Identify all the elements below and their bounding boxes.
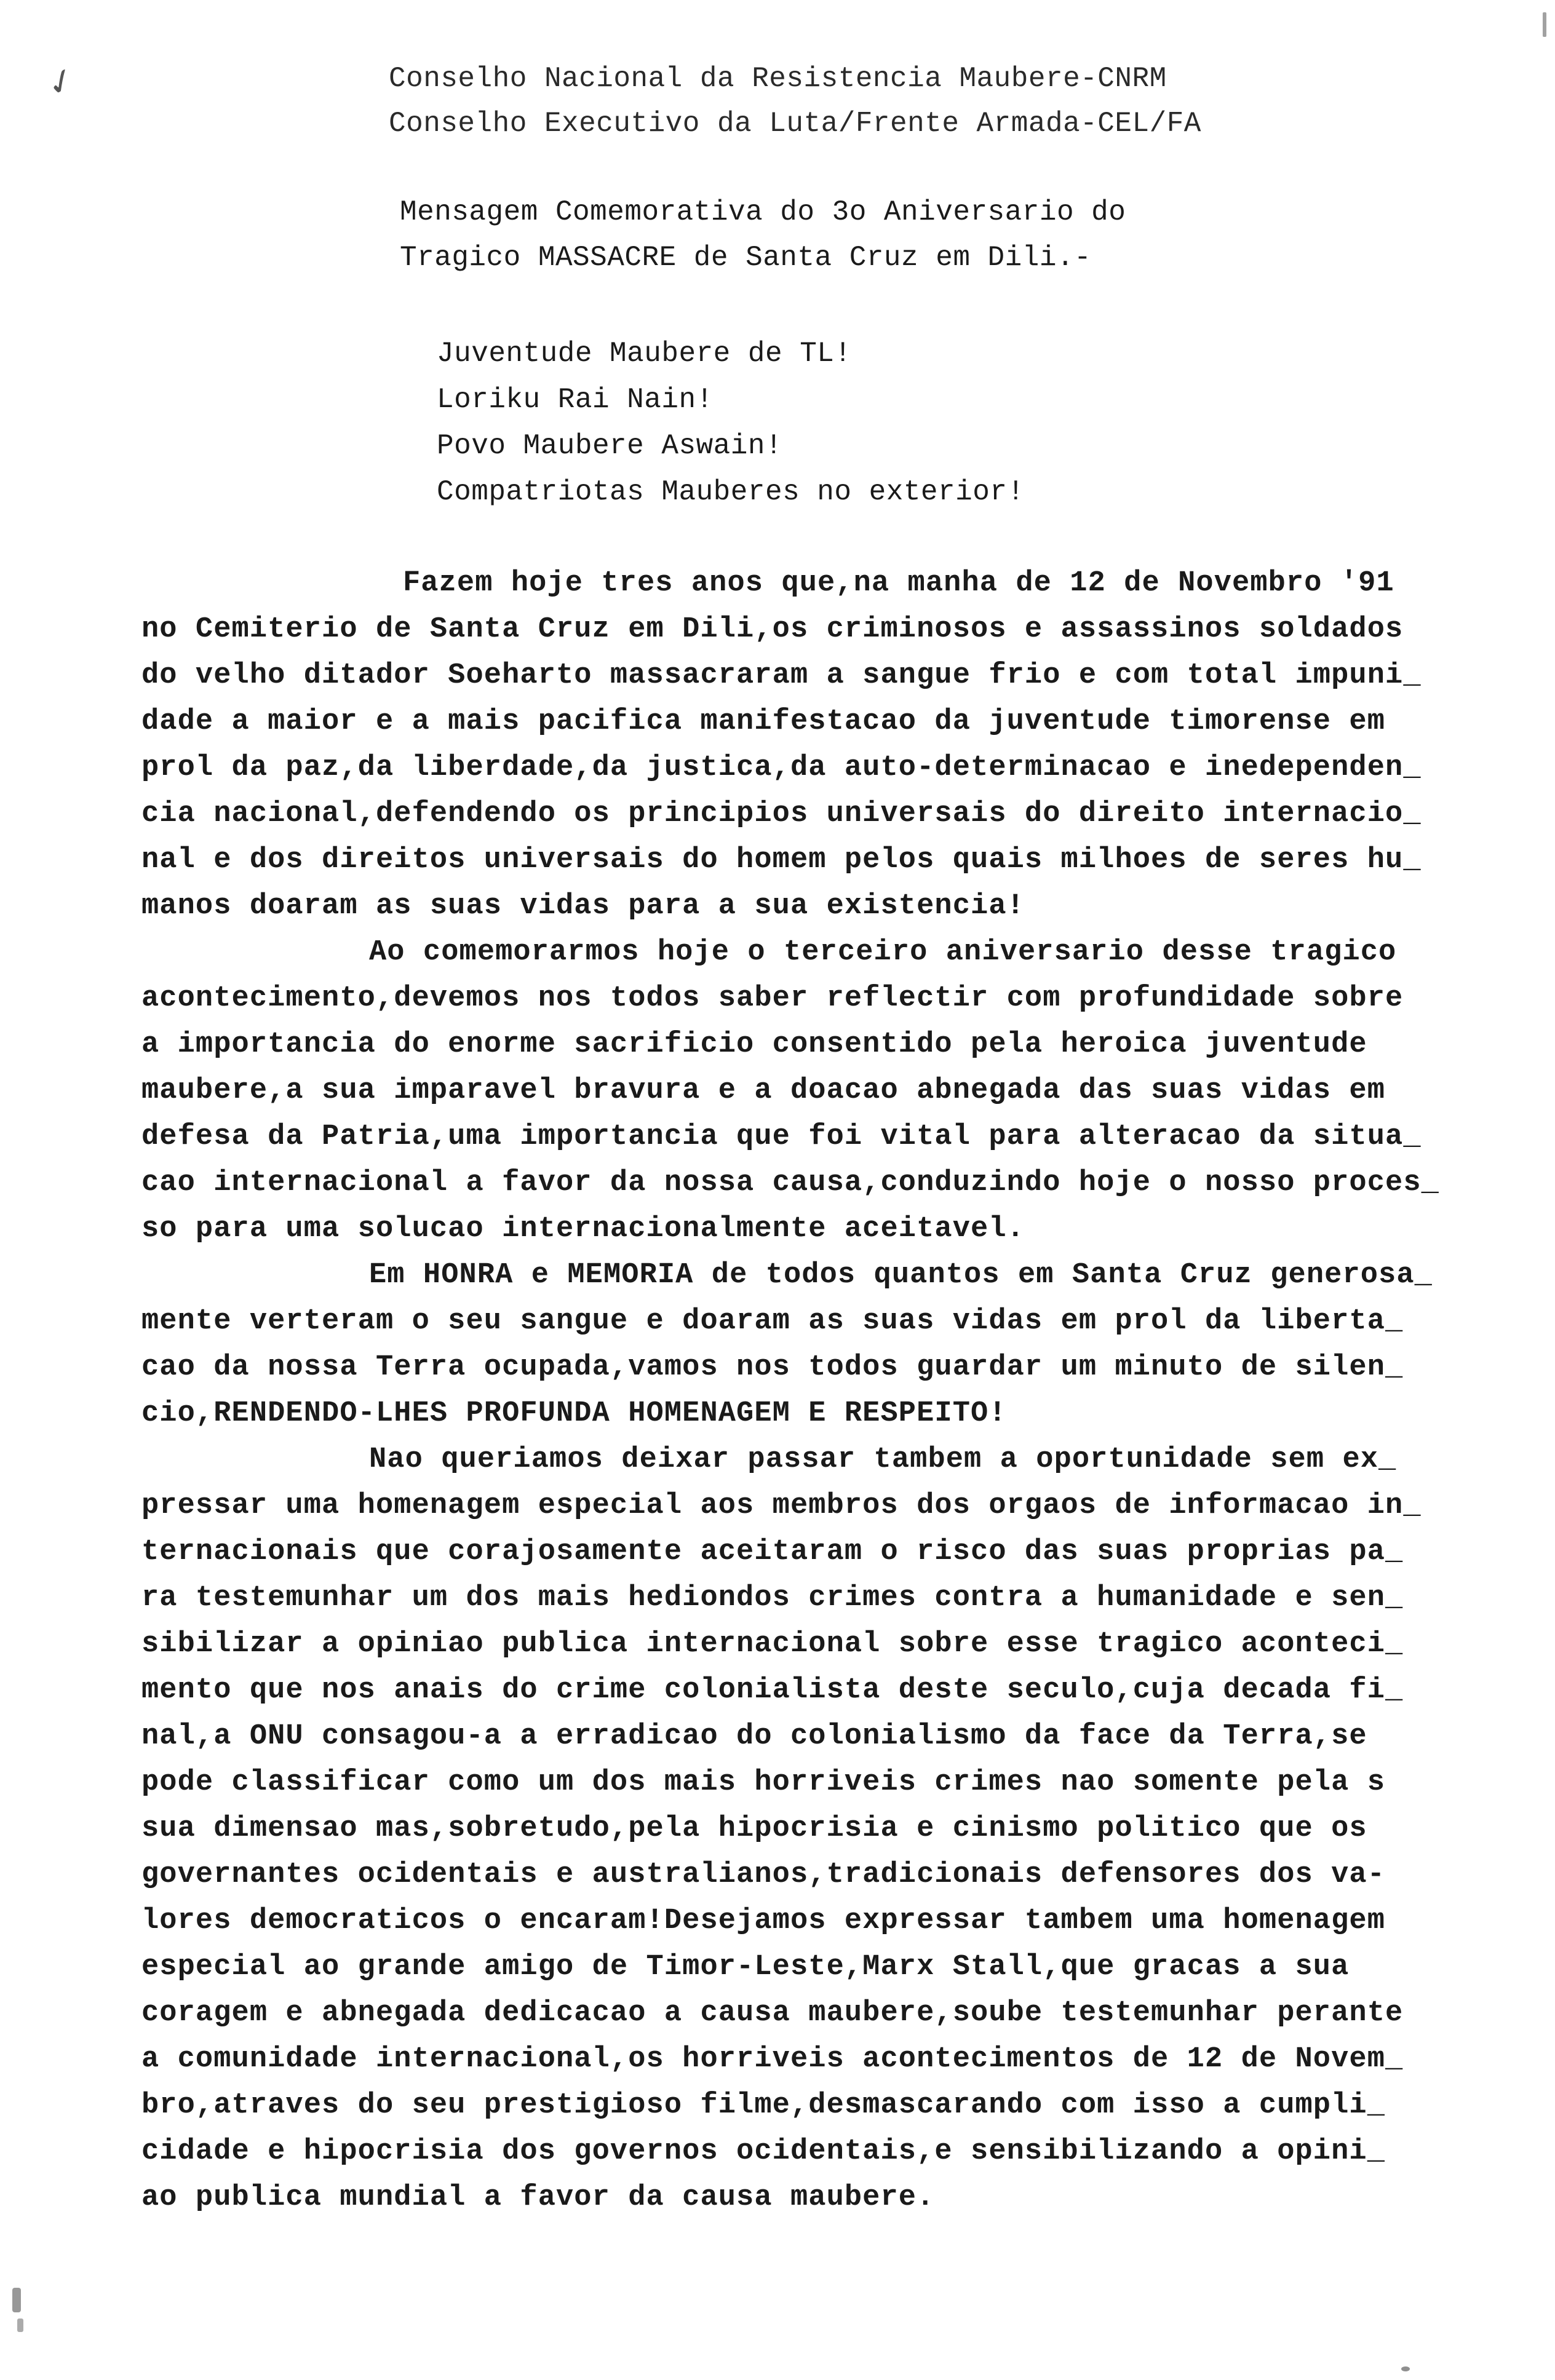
body-line: cio,RENDENDO-LHES PROFUNDA HOMENAGEM E RESPEITO! <box>141 1397 1007 1430</box>
body-line: cao da nossa Terra ocupada,vamos nos todos guardar um minuto de silen_ <box>141 1351 1404 1384</box>
body-line: nal,a ONU consagou-a a erradicao do colonialismo da face da Terra,se <box>141 1720 1367 1753</box>
body-line: no Cemiterio de Santa Cruz em Dili,os criminosos e assassinos soldados <box>141 613 1404 646</box>
body-line: pode classificar como um dos mais horriveis crimes nao somente pela s <box>141 1766 1386 1799</box>
salutation-line: Juventude Maubere de TL! <box>437 338 852 370</box>
body-line: maubere,a sua imparavel bravura e a doacao abnegada das suas vidas em <box>141 1074 1386 1107</box>
salutation-line: Compatriotas Mauberes no exterior! <box>437 476 1025 508</box>
body-line: so para uma solucao internacionalmente aceitavel. <box>141 1213 1025 1245</box>
body-line: bro,atraves do seu prestigioso filme,desmascarando com isso a cumpli_ <box>141 2089 1386 2122</box>
scan-speck <box>12 2288 21 2312</box>
body-line: lores democraticos o encaram!Desejamos expressar tambem uma homenagem <box>141 1905 1386 1937</box>
salutation-line: Povo Maubere Aswain! <box>437 430 783 462</box>
body-line: ra testemunhar um dos mais hediondos crimes contra a humanidade e sen_ <box>141 1582 1404 1614</box>
body-line: cidade e hipocrisia dos governos ocidentais,e sensibilizando a opini_ <box>141 2135 1386 2168</box>
org-name-line-2: Conselho Executivo da Luta/Frente Armada-CEL/FA <box>389 108 1201 140</box>
body-line: sua dimensao mas,sobretudo,pela hipocrisia e cinismo politico que os <box>141 1812 1367 1845</box>
body-line: pressar uma homenagem especial aos membros dos orgaos de informacao in_ <box>141 1489 1422 1522</box>
body-line: cia nacional,defendendo os principios universais do direito internacio_ <box>141 798 1422 830</box>
body-line: ternacionais que corajosamente aceitaram o risco das suas proprias pa_ <box>141 1536 1404 1568</box>
body-line: a comunidade internacional,os horriveis acontecimentos de 12 de Novem_ <box>141 2043 1404 2076</box>
scan-speck <box>1543 12 1546 37</box>
body-line: sibilizar a opiniao publica internacional sobre esse tragico aconteci_ <box>141 1628 1404 1660</box>
title-line-1: Mensagem Comemorativa do 3o Aniversario do <box>400 196 1126 228</box>
body-line: Fazem hoje tres anos que,na manha de 12 de Novembro '91 <box>403 567 1394 600</box>
org-name-line-1: Conselho Nacional da Resistencia Maubere-CNRM <box>389 63 1167 95</box>
handwritten-mark-icon: ✓ <box>41 58 82 109</box>
salutation-line: Loriku Rai Nain! <box>437 384 714 416</box>
body-line: Nao queriamos deixar passar tambem a oportunidade sem ex_ <box>369 1443 1397 1476</box>
body-line: cao internacional a favor da nossa causa,conduzindo hoje o nosso proces_ <box>141 1167 1439 1199</box>
body-line: coragem e abnegada dedicacao a causa maubere,soube testemunhar perante <box>141 1997 1404 2029</box>
body-line: defesa da Patria,uma importancia que foi vital para alteracao da situa_ <box>141 1121 1422 1153</box>
body-line: manos doaram as suas vidas para a sua existencia! <box>141 890 1025 922</box>
body-line: especial ao grande amigo de Timor-Leste,Marx Stall,que gracas a sua <box>141 1951 1350 1983</box>
body-line: prol da paz,da liberdade,da justica,da auto-determinacao e inedependen_ <box>141 752 1422 784</box>
title-line-2: Tragico MASSACRE de Santa Cruz em Dili.- <box>400 242 1092 274</box>
body-line: Ao comemorarmos hoje o terceiro aniversario desse tragico <box>369 936 1397 969</box>
body-line: governantes ocidentais e australianos,tradicionais defensores dos va- <box>141 1858 1386 1891</box>
body-line: a importancia do enorme sacrificio consentido pela heroica juventude <box>141 1028 1367 1061</box>
body-line: acontecimento,devemos nos todos saber reflectir com profundidade sobre <box>141 982 1404 1015</box>
scan-speck <box>17 2319 23 2332</box>
scan-speck <box>1401 2366 1410 2371</box>
body-line: nal e dos direitos universais do homem pelos quais milhoes de seres hu_ <box>141 844 1422 876</box>
body-line: dade a maior e a mais pacifica manifestacao da juventude timorense em <box>141 705 1386 738</box>
body-line: do velho ditador Soeharto massacraram a sangue frio e com total impuni_ <box>141 659 1422 692</box>
body-line: mente verteram o seu sangue e doaram as suas vidas em prol da liberta_ <box>141 1305 1404 1338</box>
body-line: ao publica mundial a favor da causa maubere. <box>141 2181 935 2214</box>
body-line: mento que nos anais do crime colonialista deste seculo,cuja decada fi_ <box>141 1674 1404 1707</box>
body-line: Em HONRA e MEMORIA de todos quantos em Santa Cruz generosa_ <box>369 1259 1433 1291</box>
